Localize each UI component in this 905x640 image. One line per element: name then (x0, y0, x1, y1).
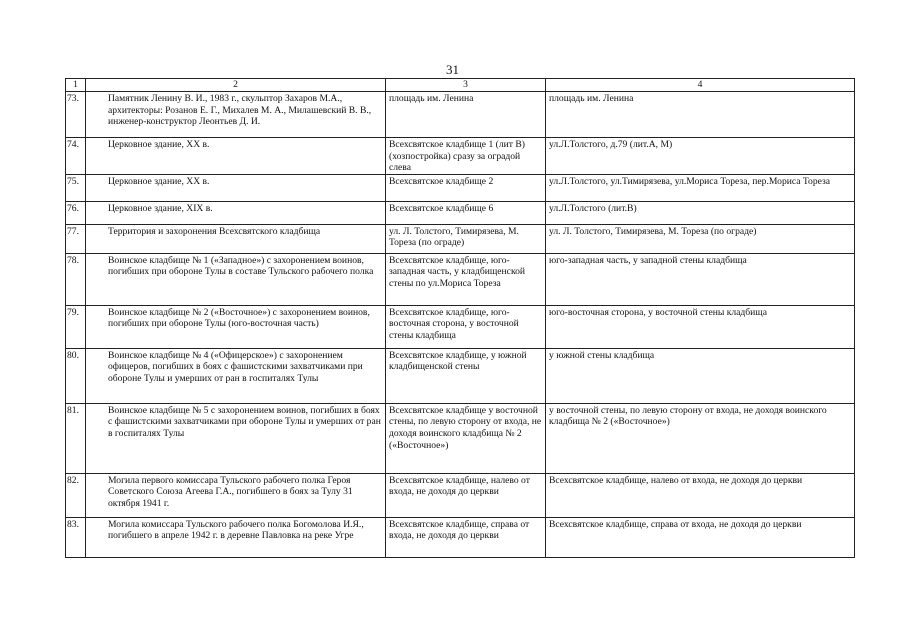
object-address: у восточной стены, по левую сторону от входа, не доходя воинского кладбища № 2 («Восточное») (546, 403, 855, 473)
object-location: Всехсвятское кладбище у восточной стены, по левую сторону от входа, не доходя воинского кладбища № 2 («Восточное») (386, 403, 546, 473)
object-address: ул. Л. Толстого, Тимирязева, М. Тореза (по ограде) (546, 224, 855, 253)
object-name: Церковное здание, XIX в. (86, 201, 386, 224)
row-number: 77. (66, 224, 86, 253)
row-number: 83. (66, 517, 86, 557)
row-number: 78. (66, 253, 86, 305)
object-name: Воинское кладбище № 2 («Восточное») с захоронением воинов, погибших при обороне Тулы (юго-восточная часть) (86, 305, 386, 348)
object-address: Всехсвятское кладбище, налево от входа, не доходя до церкви (546, 473, 855, 517)
table-row (66, 174, 855, 201)
object-address: ул.Л.Толстого, ул.Тимирязева, ул.Мориса Тореза, пер.Мориса Тореза (546, 174, 855, 201)
object-address: юго-западная часть, у западной стены кладбища (546, 253, 855, 305)
object-location: Всехсвятское кладбище 1 (лит В) (хозпостройка) сразу за оградой слева (386, 138, 546, 175)
column-number-row (66, 79, 855, 92)
table-row (66, 305, 855, 348)
object-address: Всехсвятское кладбище, справа от входа, не доходя до церкви (546, 517, 855, 557)
table-row (66, 138, 855, 175)
table-row (66, 224, 855, 253)
page-number: 31 (446, 62, 459, 77)
table-row (66, 473, 855, 517)
object-name: Церковное здание, XX в. (86, 174, 386, 201)
object-location: Всехсвятское кладбище, у южной кладбищенской стены (386, 348, 546, 403)
object-location: Всехсвятское кладбище, юго-восточная сторона, у восточной стены кладбища (386, 305, 546, 348)
object-location: Всехсвятское кладбище, налево от входа, не доходя до церкви (386, 473, 546, 517)
table-row (66, 253, 855, 305)
object-location: Всехсвятское кладбище 2 (386, 174, 546, 201)
table-row (66, 403, 855, 473)
object-name: Могила первого комиссара Тульского рабочего полка Героя Советского Союза Агеева Г.А., погибшего в боях за Тулу 31 октября 1941 г. (86, 473, 386, 517)
monuments-table (65, 78, 855, 558)
object-location: Всехсвятское кладбище 6 (386, 201, 546, 224)
object-address: у южной стены кладбища (546, 348, 855, 403)
object-location: ул. Л. Толстого, Тимирязева, М. Тореза (по ограде) (386, 224, 546, 253)
object-name: Воинское кладбище № 5 с захоронением воинов, погибших в боях с фашистскими захватчиками при обороне Тулы и умерших от ран в госпиталях Тулы (86, 403, 386, 473)
column-header: 2 (86, 79, 386, 92)
row-number: 81. (66, 403, 86, 473)
row-number: 79. (66, 305, 86, 348)
object-address: площадь им. Ленина (546, 92, 855, 138)
row-number: 73. (66, 92, 86, 138)
row-number: 80. (66, 348, 86, 403)
object-name: Памятник Ленину В. И., 1983 г., скульптор Захаров М.А., архитекторы: Розанов Е. Г., Михалев М. А., Милашевский В. В., инженер-конструктор Леонтьев Д. И. (86, 92, 386, 138)
table-row (66, 517, 855, 557)
object-name: Церковное здание, XX в. (86, 138, 386, 175)
row-number: 82. (66, 473, 86, 517)
object-name: Территория и захоронения Всехсвятского кладбища (86, 224, 386, 253)
object-name: Могила комиссара Тульского рабочего полка Богомолова И.Я., погибшего в апреле 1942 г. в деревне Павловка на реке Угре (86, 517, 386, 557)
column-header: 1 (66, 79, 86, 92)
row-number: 75. (66, 174, 86, 201)
object-name: Воинское кладбище № 1 («Западное») с захоронением воинов, погибших при обороне Тулы в составе Тульского рабочего полка (86, 253, 386, 305)
object-location: площадь им. Ленина (386, 92, 546, 138)
table-row (66, 92, 855, 138)
object-location: Всехсвятское кладбище, справа от входа, не доходя до церкви (386, 517, 546, 557)
row-number: 76. (66, 201, 86, 224)
object-address: ул.Л.Толстого, д.79 (лит.А, М) (546, 138, 855, 175)
column-header: 3 (386, 79, 546, 92)
object-name: Воинское кладбище № 4 («Офицерское») с захоронением офицеров, погибших в боях с фашистскими захватчиками при обороне Тулы и умерших от ран в госпиталях Тулы (86, 348, 386, 403)
object-location: Всехсвятское кладбище, юго-западная часть, у кладбищенской стены по ул.Мориса Тореза (386, 253, 546, 305)
object-address: юго-восточная сторона, у восточной стены кладбища (546, 305, 855, 348)
table-row (66, 348, 855, 403)
table-row (66, 201, 855, 224)
row-number: 74. (66, 138, 86, 175)
column-header: 4 (546, 79, 855, 92)
object-address: ул.Л.Толстого (лит.В) (546, 201, 855, 224)
